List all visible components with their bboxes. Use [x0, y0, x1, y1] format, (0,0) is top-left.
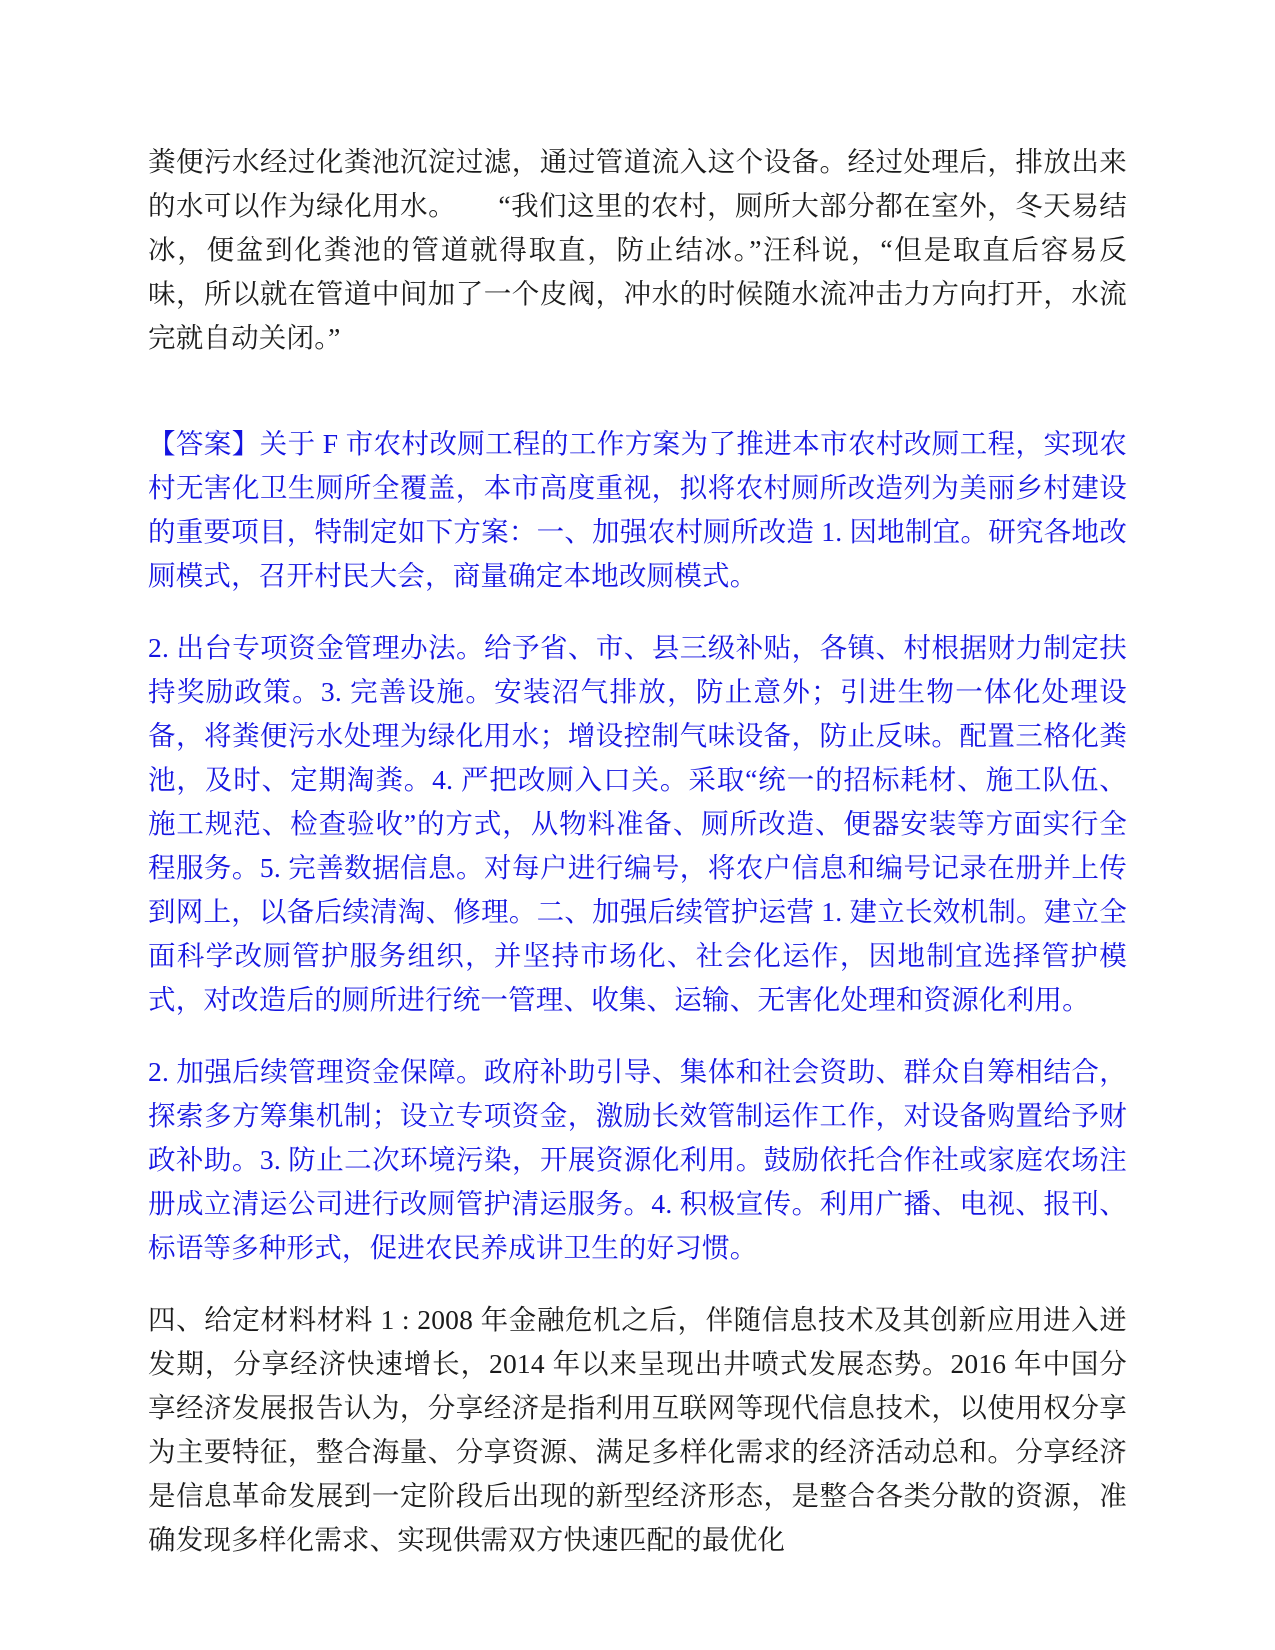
spacer	[148, 598, 1127, 626]
spacer	[148, 360, 1127, 422]
paragraph-material-section: 四、给定材料材料 1 : 2008 年金融危机之后，伴随信息技术及其创新应用进入迸发期，分享经济快速增长，2014 年以来呈现出井喷式发展态势。2016 年中国分享经济发展报告认为，分享经济是指利用互联网等现代信息技术，以使用权分享为主要特征，整合海量、分享资源、满足多样化需求的经济活动总和。分享经济是信息革命发展到一定阶段后出现的新型经济形态，是整合各类分散的资源，准确发现多样化需求、实现供需双方快速匹配的最优化	[148, 1304, 1127, 1555]
paragraph-intro: 粪便污水经过化粪池沉淀过滤，通过管道流入这个设备。经过处理后，排放出来的水可以作为绿化用水。 “我们这里的农村，厕所大部分都在室外，冬天易结冰，便盆到化粪池的管道就得取直，防止结冰。”汪科说，“但是取直后容易反味，所以就在管道中间加了一个皮阀，冲水的时候随水流冲击力方向打开，水流完就自动关闭。”	[148, 146, 1127, 353]
spacer	[148, 1022, 1127, 1050]
paragraph-answer-heading: 【答案】关于 F 市农村改厕工程的工作方案为了推进本市农村改厕工程，实现农村无害化卫生厕所全覆盖，本市高度重视，拟将农村厕所改造列为美丽乡村建设的重要项目，特制定如下方案：一、加强农村厕所改造 1. 因地制宜。研究各地改厕模式，召开村民大会，商量确定本地改厕模式。	[148, 428, 1127, 591]
paragraph-answer-body-2: 2. 加强后续管理资金保障。政府补助引导、集体和社会资助、群众自筹相结合，探索多方筹集机制；设立专项资金，激励长效管制运作工作，对设备购置给予财政补助。3. 防止二次环境污染，开展资源化利用。鼓励依托合作社或家庭农场注册成立清运公司进行改厕管护清运服务。4. 积极宣传。利用广播、电视、报刊、标语等多种形式，促进农民养成讲卫生的好习惯。	[148, 1056, 1127, 1263]
spacer	[148, 1270, 1127, 1298]
paragraph-answer-body-1: 2. 出台专项资金管理办法。给予省、市、县三级补贴，各镇、村根据财力制定扶持奖励政策。3. 完善设施。安装沼气排放，防止意外；引进生物一体化处理设备，将粪便污水处理为绿化用水；增设控制气味设备，防止反味。配置三格化粪池，及时、定期淘粪。4. 严把改厕入口关。采取“统一的招标耗材、施工队伍、施工规范、检查验收”的方式，从物料准备、厕所改造、便器安装等方面实行全程服务。5. 完善数据信息。对每户进行编号，将农户信息和编号记录在册并上传到网上，以备后续清淘、修理。二、加强后续管护运营 1. 建立长效机制。建立全面科学改厕管护服务组织，并坚持市场化、社会化运作，因地制宜选择管护模式，对改造后的厕所进行统一管理、收集、运输、无害化处理和资源化利用。	[148, 632, 1127, 1015]
